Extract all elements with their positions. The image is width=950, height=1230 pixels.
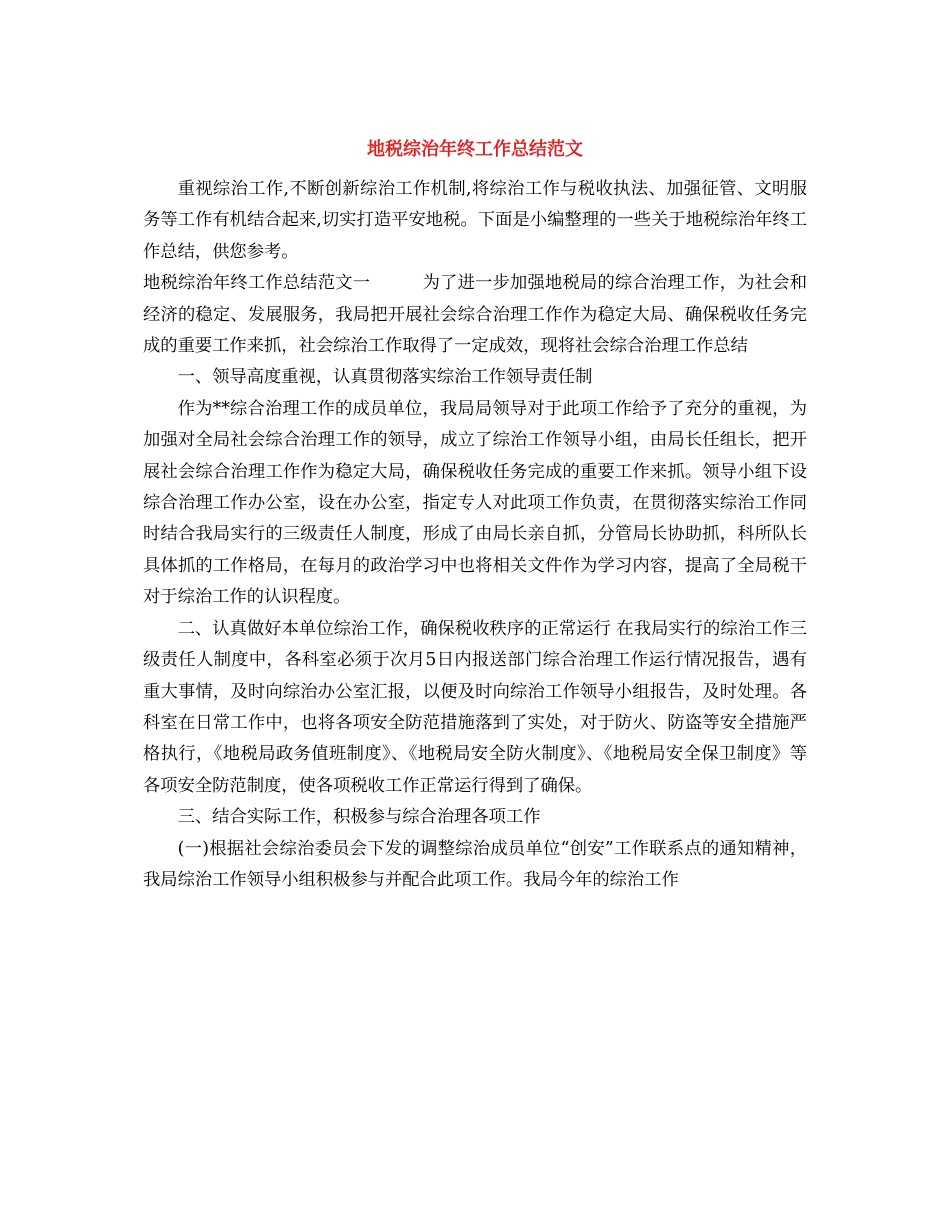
point-one-paragraph: 作为**综合治理工作的成员单位，我局局领导对于此项工作给予了充分的重视，为加强对全局社会综合治理工作的领导，成立了综治工作领导小组，由局长任组长，把开展社会综合治理工作作为稳定大局，确保税收任务完成的重要工作来抓。领导小组下设综合治理工作办公室，设在办公室，指定专人对此项工作负责，在贯彻落实综治工作同时结合我局实行的三级责任人制度，形成了由局长亲自抓，分管局长协助抓，科所队长具体抓的工作格局，在每月的政治学习中也将相关文件作为学习内容，提高了全局税干对于综治工作的认识程度。 (143, 398, 807, 608)
intro-paragraph: 重视综治工作,不断创新综治工作机制,将综治工作与税收执法、加强征管、文明服务等工作有机结合起来,切实打造平安地税。下面是小编整理的一些关于地税综治年终工作总结，供您参考。 (143, 179, 807, 262)
sub-point-one-paragraph: (一)根据社会综治委员会下发的调整综治成员单位“创安”工作联系点的通知精神，我局综治工作领导小组积极参与并配合此项工作。我局今年的综治工作 (143, 838, 807, 890)
point-one-heading: 一、领导高度重视，认真贯彻落实综治工作领导责任制 (177, 367, 593, 388)
section-heading-paragraph: 地税综治年终工作总结范文一 为了进一步加强地税局的综合治理工作，为社会和经济的稳定、发展服务，我局把开展社会综合治理工作作为稳定大局、确保税收任务完成的重要工作来抓，社会综治工作取得了一定成效，现将社会综合治理工作总结 (143, 273, 807, 357)
document-body (143, 174, 807, 896)
point-three-heading: 三、结合实际工作，积极参与综合治理各项工作 (177, 807, 541, 828)
document-title: 地税综治年终工作总结范文 (367, 139, 583, 160)
point-two-paragraph: 二、认真做好本单位综治工作，确保税收秩序的正常运行 在我局实行的综治工作三级责任人制度中，各科室必须于次月5日内报送部门综合治理工作运行情况报告，遇有重大事情，及时向综治办公室汇报，以便及时向综治工作领导小组报告，及时处理。各科室在日常工作中，也将各项安全防范措施落到了实处，对于防火、防盗等安全措施严格执行，《地税局政务值班制度》、《地税局安全防火制度》、《地税局安全保卫制度》等各项安全防范制度，使各项税收工作正常运行得到了确保。 (143, 618, 807, 796)
